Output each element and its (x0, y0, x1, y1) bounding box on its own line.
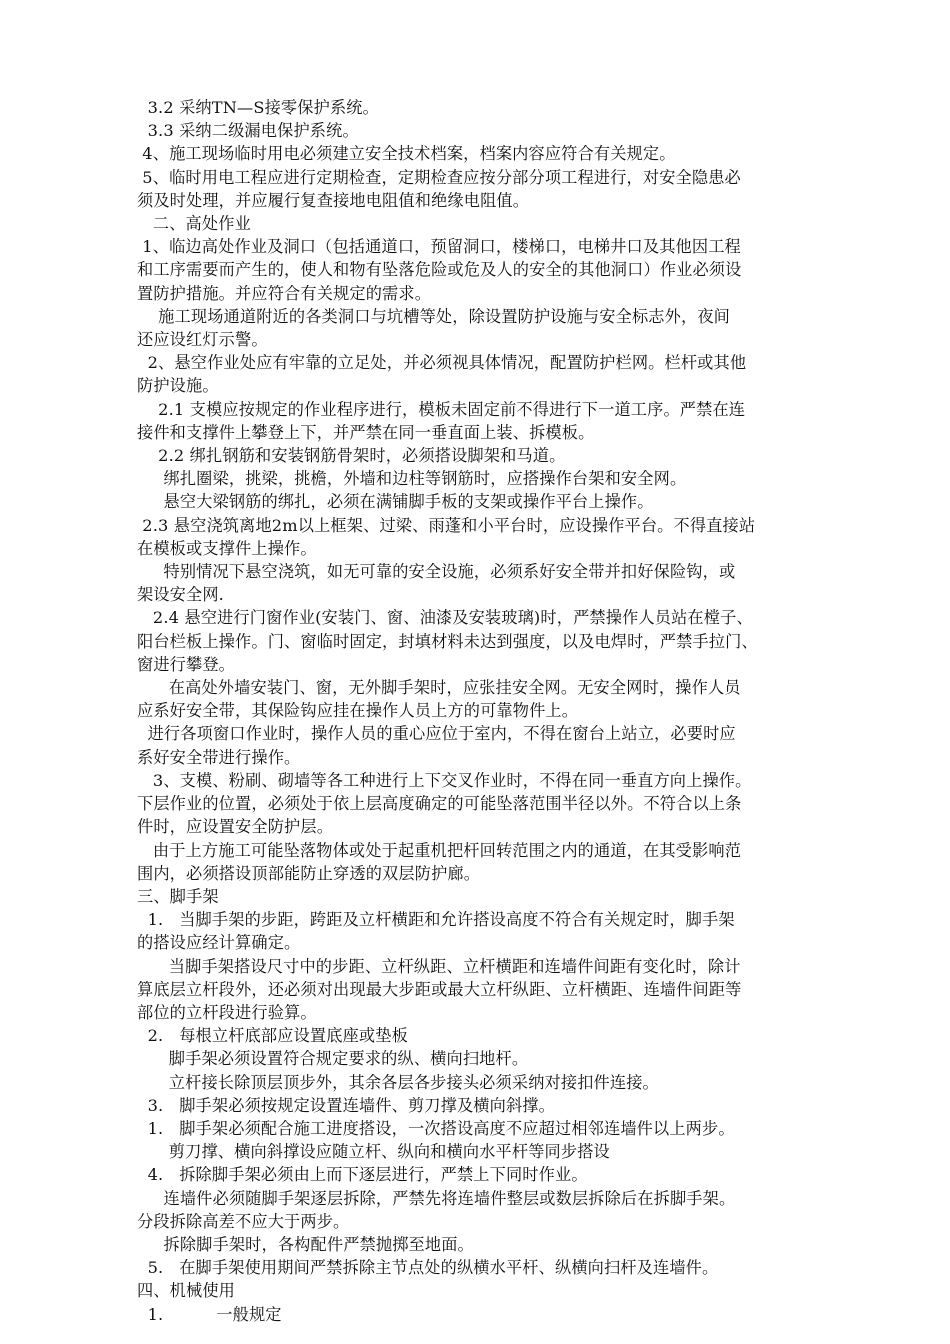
document-body (137, 96, 862, 1326)
text-line: 拆除脚手架时，各构配件严禁抛掷至地面。 (137, 1234, 474, 1254)
text-line: 在高处外墙安装门、窗，无外脚手架时，应张挂安全网。无安全网时，操作人员 (137, 678, 741, 698)
text-line: 在模板或支撑件上操作。 (137, 538, 317, 558)
text-line: 1、临边高处作业及洞口（包括通道口，预留洞口，楼梯口，电梯井口及其他因工程 (137, 237, 741, 257)
text-line: 施工现场通道附近的各类洞口与坑槽等处，除设置防护设施与安全标志外，夜间 (137, 306, 730, 326)
text-line: 2.3 悬空浇筑离地2m以上框架、过梁、雨蓬和小平台时，应设操作平台。不得直接站 (137, 515, 756, 535)
text-line: 接件和支撑件上攀登上下，并严禁在同一垂直面上装、拆模板。 (137, 422, 595, 442)
text-line: 由于上方施工可能坠落物体或处于起重机把杆回转范围之内的通道，在其受影响范 (137, 840, 742, 860)
text-line: 4、施工现场临时用电必须建立安全技术档案，档案内容应符合有关规定。 (137, 144, 676, 164)
text-line: 四、机械使用 (137, 1281, 236, 1301)
text-line: 1. 一般规定 (137, 1304, 282, 1324)
text-line: 应系好安全带，其保险钩应挂在操作人员上方的可靠物件上。 (137, 701, 579, 721)
text-line: 部位的立杆段进行验算。 (137, 1002, 317, 1022)
text-line: 和工序需要而产生的，使人和物有坠落危险或危及人的安全的其他洞口）作业必须设 (137, 260, 742, 280)
text-line: 阳台栏板上操作。门、窗临时固定，封填材料未达到强度，以及电焊时，严禁手拉门、 (137, 631, 758, 651)
text-line: 件时，应设置安全防护层。 (137, 817, 334, 837)
text-line: 系好安全带进行操作。 (137, 747, 301, 767)
text-line: 3.2 采纳TN—S接零保护系统。 (137, 98, 379, 117)
text-line: 当脚手架搭设尺寸中的步距、立杆纵距、立杆横距和连墙件间距有变化时，除计 (137, 956, 741, 976)
text-line: 算底层立杆段外，还必须对出现最大步距或最大立杆纵距、立杆横距、连墙件间距等 (137, 979, 742, 999)
text-line: 架设安全网. (137, 585, 224, 605)
text-line: 2、悬空作业处应有牢靠的立足处，并必须视具体情况，配置防护栏网。栏杆或其他 (137, 353, 747, 373)
text-line: 4. 拆除脚手架必须由上而下逐层进行，严禁上下同时作业。 (137, 1165, 588, 1185)
text-line: 置防护措施。并应符合有关规定的需求。 (137, 283, 432, 303)
text-line: 防护设施。 (137, 376, 219, 396)
text-line: 3. 脚手架必须按规定设置连墙件、剪刀撑及横向斜撑。 (137, 1095, 555, 1115)
text-line: 3.3 采纳二级漏电保护系统。 (137, 121, 359, 141)
text-line: 下层作业的位置，必须处于依上层高度确定的可能坠落范围半径以外。不符合以上条 (137, 794, 742, 814)
text-line: 三、脚手架 (137, 886, 219, 906)
text-line: 窗进行攀登。 (137, 654, 236, 674)
text-line: 须及时处理，并应履行复查接地电阻值和绝缘电阻值。 (137, 190, 530, 210)
text-line: 的搭设应经计算确定。 (137, 933, 301, 953)
text-line: 分段拆除高差不应大于两步。 (137, 1211, 350, 1231)
text-line: 2.1 支模应按规定的作业程序进行，模板未固定前不得进行下一道工序。严禁在连 (137, 399, 746, 419)
text-line: 进行各项窗口作业时，操作人员的重心应位于室内，不得在窗台上站立，必要时应 (137, 724, 736, 744)
text-line: 5. 在脚手架使用期间严禁拆除主节点处的纵横水平杆、纵横向扫杆及连墙件。 (137, 1258, 719, 1278)
text-line: 2.4 悬空进行门窗作业(安装门、窗、油漆及安装玻璃)时，严禁操作人员站在樘子、 (137, 608, 753, 628)
text-line: 绑扎圈梁，挑梁，挑檐，外墙和边柱等钢筋时，应搭操作台架和安全网。 (137, 469, 687, 489)
text-line: 2.2 绑扎钢筋和安装钢筋骨架时，必须搭设脚架和马道。 (137, 446, 566, 466)
text-line: 悬空大梁钢筋的绑扎，必须在满铺脚手板的支架或操作平台上操作。 (137, 492, 654, 512)
text-line: 二、高处作业 (137, 214, 251, 234)
text-line: 1. 脚手架必须配合施工进度搭设，一次搭设高度不应超过相邻连墙件以上两步。 (137, 1118, 735, 1138)
text-line: 剪刀撑、横向斜撑设应随立杆、纵向和横向水平杆等同步搭设 (137, 1142, 610, 1162)
text-line: 连墙件必须随脚手架逐层拆除，严禁先将连墙件整层或数层拆除后在拆脚手架。 (137, 1188, 736, 1208)
text-line: 2. 每根立杆底部应设置底座或垫板 (137, 1026, 408, 1046)
text-line: 立杆接长除顶层顶步外，其余各层各步接头必须采纳对接扣件连接。 (137, 1072, 659, 1092)
text-line: 5、临时用电工程应进行定期检查，定期检查应按分部分项工程进行，对安全隐患必 (137, 167, 741, 187)
text-line: 围内，必须搭设顶部能防止穿透的双层防护廊。 (137, 863, 481, 883)
text-line: 3、支模、粉刷、砌墙等各工种进行上下交叉作业时，不得在同一垂直方向上操作。 (137, 770, 752, 790)
text-line: 1. 当脚手架的步距，跨距及立杆横距和允许搭设高度不符合有关规定时，脚手架 (137, 910, 735, 930)
text-line: 特别情况下悬空浇筑，如无可靠的安全设施，必须系好安全带并扣好保险钩，或 (137, 562, 736, 582)
text-line: 还应设红灯示警。 (137, 330, 268, 350)
text-line: 脚手架必须设置符合规定要求的纵、横向扫地杆。 (137, 1049, 529, 1069)
